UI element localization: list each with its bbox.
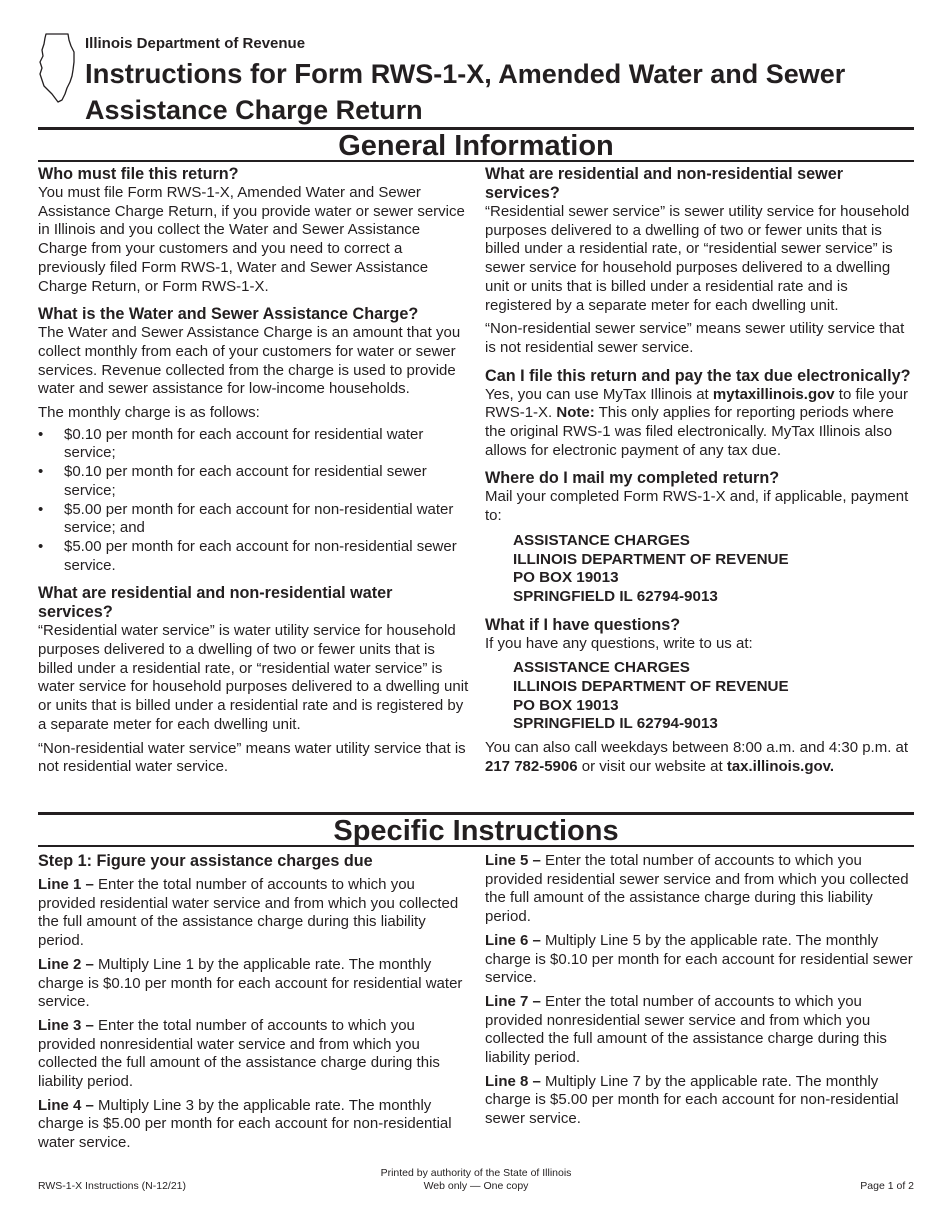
line-8-text: Line 8 – Multiply Line 7 by the applicable rate. The monthly charge is $5.00 per month for each account for non-residential sewer service. <box>485 1072 899 1128</box>
electronic-text: Yes, you can use MyTax Illinois at mytaxillinois.gov to file your RWS-1-X. Note: This only applies for reporting periods where the original RWS-1 was filed electronically. MyTax Illinois also allows for electronic payment of any tax due. <box>485 385 908 459</box>
water-services-p1: “Residential water service” is water utility service for household purposes delivered to a dwelling of two or fewer units that is billed under a residential rate, or “residential water service” is water service for household purposes delivered to a dwelling unit or units that is billed under a residential rate and is registered by a separate meter for each dwelling unit. <box>38 622 469 733</box>
footer-authority: Printed by authority of the State of Illinois Web only — One copy <box>380 1167 572 1192</box>
sewer-services-heading: What are residential and non-residential sewer services? <box>485 165 844 202</box>
illinois-state-outline-icon <box>38 32 78 104</box>
call-text: You can also call weekdays between 8:00 a.m. and 4:30 p.m. at 217 782-5906 or visit our website at tax.illinois.gov. <box>485 739 909 775</box>
list-item: • $0.10 per month for each account for residential water service; <box>38 425 424 462</box>
section-rule-bottom <box>38 845 914 847</box>
mail-text: Mail your completed Form RWS-1-X and, if applicable, payment to: <box>485 488 909 525</box>
charge-text: The Water and Sewer Assistance Charge is an amount that you collect monthly from each of your customers for water or sewer services. Revenue collected from the charge is used to provide water and sewer assistance for low-income households. <box>38 324 461 398</box>
list-item: • $0.10 per month for each account for residential sewer service; <box>38 463 427 499</box>
sewer-services-p2: “Non-residential sewer service” means sewer utility service that is not residential sewer service. <box>485 320 905 356</box>
specific-right-column <box>485 852 915 1129</box>
who-text: You must file Form RWS-1-X, Amended Water and Sewer Assistance Charge Return, if you provide water or sewer service in Illinois and you collect the Water and Sewer Assistance Charge from your customers and you need to correct a previously filed Form RWS-1, Water and Sewer Assistance Charge Return, or Form RWS-1-X. <box>38 184 465 295</box>
list-item: • $5.00 per month for each account for non-residential sewer service. <box>38 537 457 574</box>
specific-instructions-heading: Specific Instructions <box>333 815 619 847</box>
sewer-services-p1: “Residential sewer service” is sewer utility service for household purposes delivered to a dwelling of two or fewer units that is billed under a residential rate, or “residential sewer service” is sewer service for household purposes delivered to a dwelling unit or units that is billed under a residential rate and is registered by a separate meter for each dwelling unit. <box>485 203 910 314</box>
line-1-text: Line 1 – Enter the total number of accounts to which you provided residential water service and from which you collected the full amount of the assistance charge during this liability period. <box>38 876 459 950</box>
mytax-link[interactable]: mytaxillinois.gov <box>712 385 835 403</box>
line-2-text: Line 2 – Multiply Line 1 by the applicable rate. The monthly charge is $0.10 per month for each account for residential water service. <box>38 955 463 1011</box>
charge-list <box>38 426 470 576</box>
title-form: RWS-1-X, Amended Water and Sewer Assistance Charge Return <box>85 59 846 125</box>
who-heading: Who must file this return? <box>38 165 239 183</box>
electronic-heading: Can I file this return and pay the tax due electronically? <box>485 366 911 385</box>
mail-address: ASSISTANCE CHARGES ILLINOIS DEPARTMENT OF REVENUE PO BOX 19013 SPRINGFIELD IL 62794-9013 <box>513 531 789 605</box>
line-4-text: Line 4 – Multiply Line 3 by the applicable rate. The monthly charge is $5.00 per month for each account for non-residential water service. <box>38 1096 452 1152</box>
mail-heading: Where do I mail my completed return? <box>485 469 780 488</box>
general-left-column <box>38 165 470 777</box>
line-3-text: Line 3 – Enter the total number of accounts to which you provided nonresidential water service and from which you collected the full amount of the assistance charge during this liability period. <box>38 1016 440 1091</box>
footer-page-number: Page 1 of 2 <box>860 1180 914 1192</box>
document-page <box>38 0 914 1230</box>
specific-left-column <box>38 852 470 1153</box>
questions-text: If you have any questions, write to us at: <box>485 634 753 652</box>
water-services-heading: What are residential and non-residential water services? <box>38 584 393 622</box>
agency-name: Illinois Department of Revenue <box>85 35 306 52</box>
footer-form-id: RWS-1-X Instructions (N-12/21) <box>38 1180 187 1192</box>
website-link[interactable]: tax.illinois.gov. <box>726 757 835 775</box>
general-right-column <box>485 165 915 777</box>
general-information-heading: General Information <box>338 130 614 162</box>
step1-heading: Step 1: Figure your assistance charges due <box>38 852 373 870</box>
list-item: • $5.00 per month for each account for non-residential water service; and <box>38 500 454 537</box>
section-rule-bottom <box>38 160 914 162</box>
phone-number[interactable]: 217 782-5906 <box>485 757 578 775</box>
water-services-p2: “Non-residential water service” means water utility service that is not residential water service. <box>38 739 466 776</box>
line-7-text: Line 7 – Enter the total number of accounts to which you provided nonresidential sewer service and from which you collected the full amount of the assistance charge during this liability period. <box>485 992 887 1067</box>
line-6-text: Line 6 – Multiply Line 5 by the applicable rate. The monthly charge is $0.10 per month for each account for residential sewer service. <box>485 931 913 987</box>
questions-heading: What if I have questions? <box>485 615 681 634</box>
title-prefix: Instructions for Form <box>85 58 364 89</box>
line-5-text: Line 5 – Enter the total number of accounts to which you provided residential sewer service and from which you collected the full amount of the assistance charge during this liability period. <box>485 852 909 926</box>
page-title <box>85 56 914 128</box>
questions-address: ASSISTANCE CHARGES ILLINOIS DEPARTMENT OF REVENUE PO BOX 19013 SPRINGFIELD IL 62794-9013 <box>513 659 789 733</box>
monthly-intro: The monthly charge is as follows: <box>38 404 260 422</box>
charge-heading: What is the Water and Sewer Assistance Charge? <box>38 305 419 324</box>
